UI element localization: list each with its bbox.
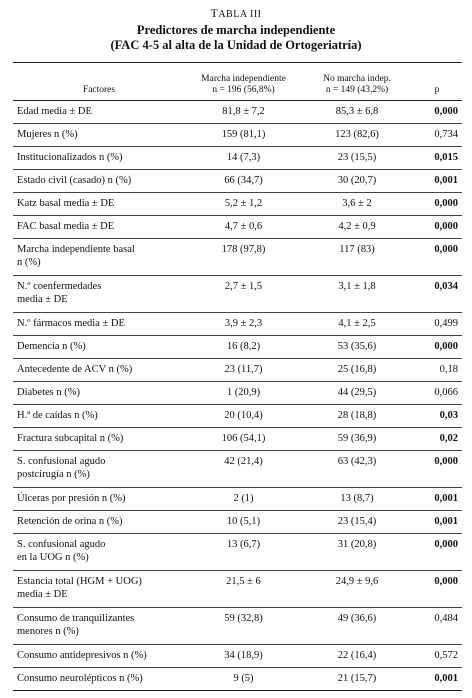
cell-noindep: 3,6 ± 2 — [302, 193, 412, 216]
cell-factor-line1: Mujeres n (%) — [17, 129, 78, 140]
cell-p-value: 0,03 — [412, 405, 462, 428]
cell-factor — [13, 276, 185, 313]
cell-indep: 9 (5) — [185, 668, 302, 691]
cell-factor-line1: Retención de orina n (%) — [17, 516, 123, 527]
cell-indep: 16 (8,2) — [185, 336, 302, 359]
cell-p-value: 0,000 — [412, 101, 462, 124]
cell-factor-line1: Consumo de tranquilizantes — [17, 613, 135, 624]
header-noindep — [302, 63, 412, 101]
cell-p-value: 0,001 — [412, 488, 462, 511]
cell-factor — [13, 313, 185, 336]
cell-p-value: 0,02 — [412, 428, 462, 451]
cell-noindep: 24,9 ± 9,6 — [302, 571, 412, 608]
table-row — [13, 428, 462, 451]
cell-p-value: 0,015 — [412, 147, 462, 170]
cell-factor — [13, 239, 185, 276]
table-row — [13, 608, 462, 645]
cell-indep: 13 (6,7) — [185, 534, 302, 571]
cell-factor-line1: Edad media ± DE — [17, 106, 92, 117]
cell-factor-line1: Katz basal media ± DE — [17, 198, 115, 209]
table-row — [13, 147, 462, 170]
cell-indep: 81,8 ± 7,2 — [185, 101, 302, 124]
cell-noindep: 123 (82,6) — [302, 124, 412, 147]
cell-factor-line1: Consumo neurolépticos n (%) — [17, 673, 143, 684]
cell-noindep: 63 (42,3) — [302, 451, 412, 488]
cell-noindep: 31 (20,8) — [302, 534, 412, 571]
table-row — [13, 313, 462, 336]
cell-factor-line2: en la UOG n (%) — [17, 552, 89, 563]
cell-factor — [13, 534, 185, 571]
cell-indep: 14 (7,3) — [185, 147, 302, 170]
cell-p-value: 0,18 — [412, 359, 462, 382]
cell-p-value: 0,000 — [412, 534, 462, 571]
cell-p-value: 0,000 — [412, 336, 462, 359]
cell-factor — [13, 451, 185, 488]
cell-factor-line1: Consumo antidepresivos n (%) — [17, 650, 147, 661]
cell-p-value: 0,499 — [412, 313, 462, 336]
cell-indep: 5,2 ± 1,2 — [185, 193, 302, 216]
cell-factor — [13, 511, 185, 534]
cell-indep: 106 (54,1) — [185, 428, 302, 451]
cell-factor-line1: Fractura subcapital n (%) — [17, 433, 124, 444]
cell-p-value: 0,000 — [412, 239, 462, 276]
cell-noindep: 44 (29,5) — [302, 382, 412, 405]
table-body — [13, 101, 462, 691]
cell-noindep: 23 (15,5) — [302, 147, 412, 170]
cell-noindep: 22 (16,4) — [302, 645, 412, 668]
cell-factor-line1: Marcha independiente basal — [17, 244, 135, 255]
table-row — [13, 359, 462, 382]
cell-p-value: 0,000 — [412, 193, 462, 216]
cell-factor-line1: Diabetes n (%) — [17, 387, 80, 398]
table-row — [13, 239, 462, 276]
cell-factor-line1: N.º coenfermedades — [17, 281, 102, 292]
table-row — [13, 511, 462, 534]
table-row — [13, 336, 462, 359]
cell-noindep: 85,3 ± 6,8 — [302, 101, 412, 124]
cell-factor — [13, 428, 185, 451]
cell-noindep: 53 (35,6) — [302, 336, 412, 359]
cell-factor — [13, 668, 185, 691]
cell-factor-line1: FAC basal media ± DE — [17, 221, 115, 232]
cell-factor-line1: N.º fármacos media ± DE — [17, 318, 125, 329]
cell-factor — [13, 124, 185, 147]
cell-noindep: 4,2 ± 0,9 — [302, 216, 412, 239]
table-row — [13, 382, 462, 405]
cell-factor-line1: S. confusional agudo — [17, 539, 106, 550]
cell-p-value: 0,000 — [412, 571, 462, 608]
cell-p-value: 0,734 — [412, 124, 462, 147]
cell-noindep: 13 (8,7) — [302, 488, 412, 511]
predictors-table — [13, 62, 462, 691]
cell-p-value: 0,000 — [412, 451, 462, 488]
table-title-line2: (FAC 4-5 al alta de la Unidad de Ortogeriatría) — [110, 38, 362, 52]
cell-factor — [13, 571, 185, 608]
header-noindep-line1: No marcha indep. — [323, 74, 391, 84]
cell-factor-line1: Demencia n (%) — [17, 341, 86, 352]
cell-indep: 42 (21,4) — [185, 451, 302, 488]
cell-indep: 4,7 ± 0,6 — [185, 216, 302, 239]
cell-factor — [13, 645, 185, 668]
cell-noindep: 4,1 ± 2,5 — [302, 313, 412, 336]
table-row — [13, 488, 462, 511]
cell-factor — [13, 488, 185, 511]
cell-p-value: 0,484 — [412, 608, 462, 645]
cell-noindep: 23 (15,4) — [302, 511, 412, 534]
cell-factor-line2: postcirugía n (%) — [17, 469, 90, 480]
cell-factor — [13, 147, 185, 170]
cell-indep: 66 (34,7) — [185, 170, 302, 193]
table-row — [13, 571, 462, 608]
cell-factor-line1: S. confusional agudo — [17, 456, 106, 467]
cell-indep: 59 (32,8) — [185, 608, 302, 645]
cell-factor — [13, 405, 185, 428]
cell-noindep: 49 (36,6) — [302, 608, 412, 645]
cell-indep: 20 (10,4) — [185, 405, 302, 428]
cell-indep: 34 (18,9) — [185, 645, 302, 668]
header-p: p — [412, 63, 462, 101]
cell-factor-line1: Estado civil (casado) n (%) — [17, 175, 132, 186]
table-title-line1: Predictores de marcha independiente — [136, 23, 336, 37]
table-title — [0, 23, 472, 53]
cell-p-value: 0,066 — [412, 382, 462, 405]
table-label — [0, 6, 472, 21]
cell-factor-line1: Úlceras por presión n (%) — [17, 493, 126, 504]
header-indep-line2: n = 196 (56,8%) — [212, 85, 275, 95]
table-row — [13, 451, 462, 488]
header-factor: Factores — [13, 63, 185, 101]
cell-p-value: 0,000 — [412, 216, 462, 239]
cell-factor — [13, 216, 185, 239]
cell-indep: 1 (20,9) — [185, 382, 302, 405]
cell-noindep: 25 (16,8) — [302, 359, 412, 382]
cell-factor-line2: n (%) — [17, 257, 41, 268]
cell-factor-line2: menores n (%) — [17, 626, 79, 637]
table-row — [13, 645, 462, 668]
cell-indep: 3,9 ± 2,3 — [185, 313, 302, 336]
table-row — [13, 193, 462, 216]
cell-p-value: 0,034 — [412, 276, 462, 313]
header-row — [13, 63, 462, 101]
cell-indep: 10 (5,1) — [185, 511, 302, 534]
table-label-rest: ABLA III — [218, 9, 262, 20]
cell-factor-line1: Estancia total (HGM + UOG) — [17, 576, 142, 587]
table-row — [13, 668, 462, 691]
cell-p-value: 0,001 — [412, 668, 462, 691]
table-row — [13, 124, 462, 147]
cell-p-value: 0,001 — [412, 170, 462, 193]
table-row — [13, 170, 462, 193]
cell-factor — [13, 382, 185, 405]
cell-noindep: 21 (15,7) — [302, 668, 412, 691]
cell-indep: 159 (81,1) — [185, 124, 302, 147]
cell-indep: 2,7 ± 1,5 — [185, 276, 302, 313]
table-row — [13, 101, 462, 124]
cell-factor — [13, 336, 185, 359]
cell-noindep: 30 (20,7) — [302, 170, 412, 193]
cell-factor — [13, 170, 185, 193]
cell-factor — [13, 193, 185, 216]
table-row — [13, 216, 462, 239]
table-row — [13, 405, 462, 428]
cell-noindep: 3,1 ± 1,8 — [302, 276, 412, 313]
cell-indep: 178 (97,8) — [185, 239, 302, 276]
table-label-initial: T — [210, 6, 219, 20]
table-row — [13, 534, 462, 571]
cell-factor-line1: Institucionalizados n (%) — [17, 152, 123, 163]
cell-indep: 2 (1) — [185, 488, 302, 511]
cell-p-value: 0,572 — [412, 645, 462, 668]
header-noindep-line2: n = 149 (43,2%) — [325, 85, 389, 95]
cell-noindep: 117 (83) — [302, 239, 412, 276]
cell-factor-line2: media ± DE — [17, 294, 68, 305]
cell-noindep: 59 (36,9) — [302, 428, 412, 451]
table-row — [13, 276, 462, 313]
cell-factor-line1: H.ª de caídas n (%) — [17, 410, 98, 421]
cell-factor-line1: Antecedente de ACV n (%) — [17, 364, 133, 375]
cell-indep: 21,5 ± 6 — [185, 571, 302, 608]
cell-factor — [13, 359, 185, 382]
header-indep-line1: Marcha independiente — [201, 74, 286, 84]
cell-factor-line2: media ± DE — [17, 589, 68, 600]
header-indep — [185, 63, 302, 101]
cell-noindep: 28 (18,8) — [302, 405, 412, 428]
cell-indep: 23 (11,7) — [185, 359, 302, 382]
cell-factor — [13, 101, 185, 124]
cell-p-value: 0,001 — [412, 511, 462, 534]
cell-factor — [13, 608, 185, 645]
